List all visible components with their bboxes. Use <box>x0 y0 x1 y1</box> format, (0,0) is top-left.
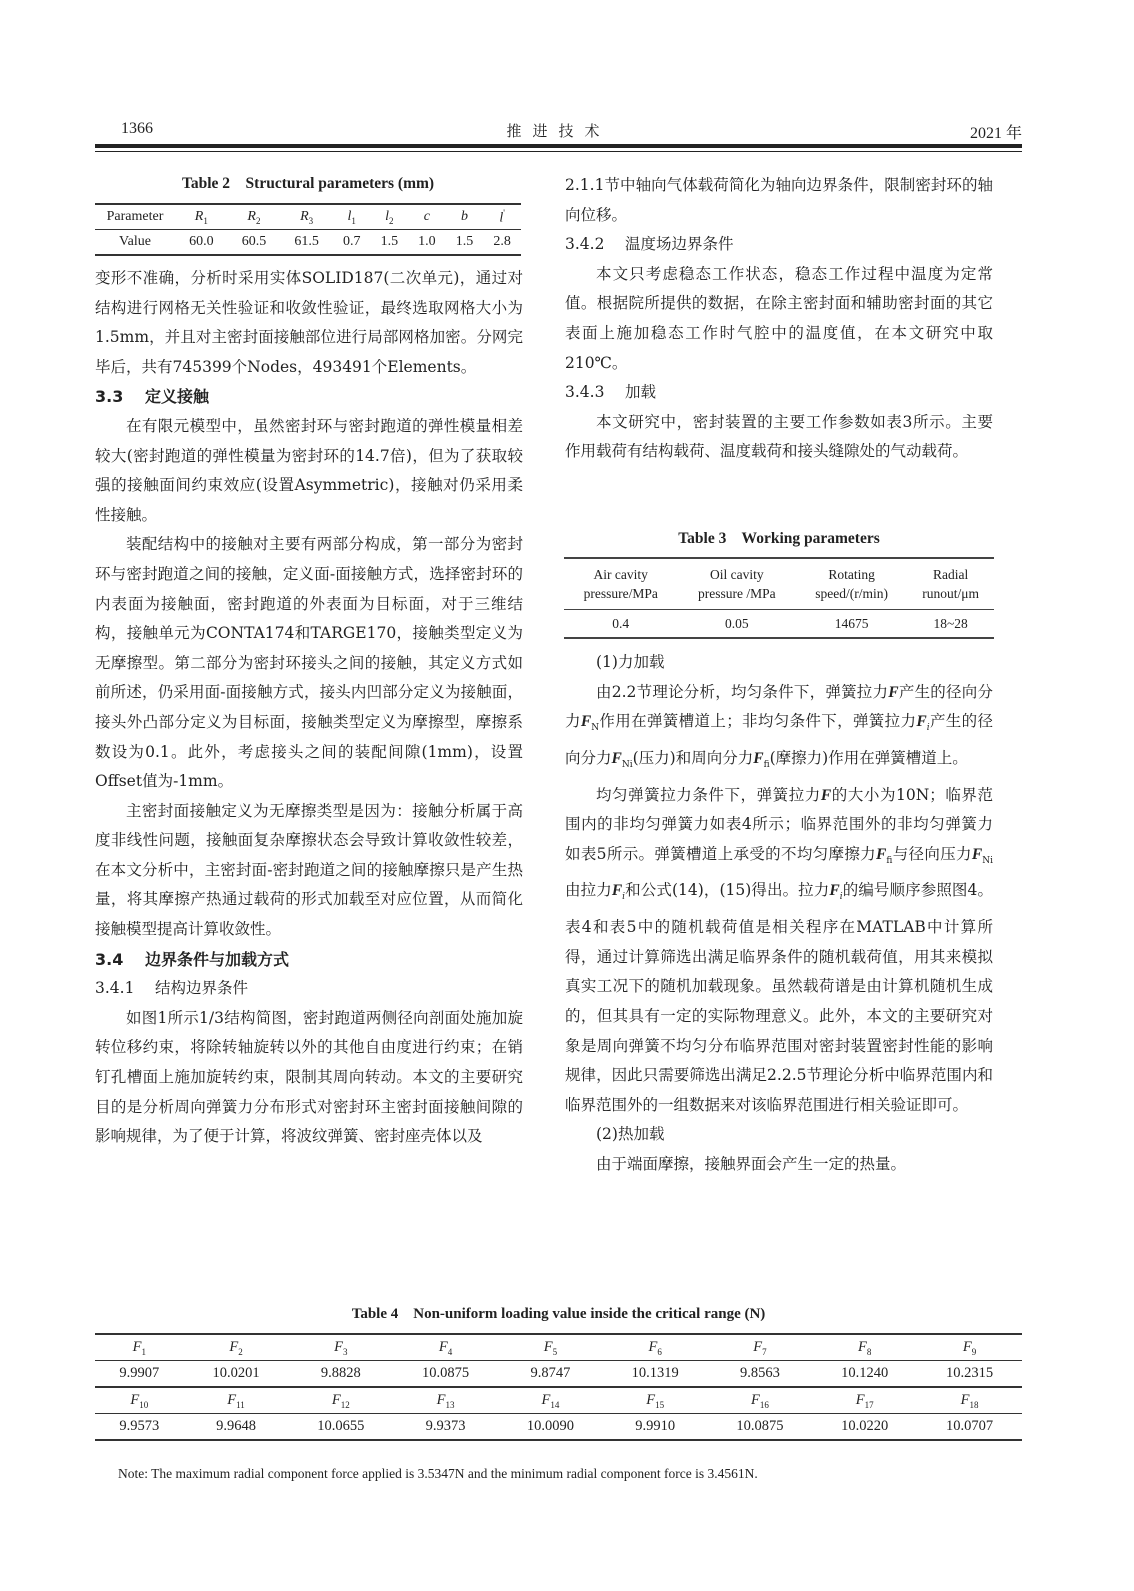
table2-value-cell: 60.0 <box>175 230 228 256</box>
table2-value-cell: 1.0 <box>408 230 446 256</box>
force-symbol: F <box>962 1338 972 1355</box>
table2-header-cell <box>446 204 484 230</box>
header-line: pressure /MPa <box>697 586 776 601</box>
table3-value-cell: 14675 <box>796 610 907 639</box>
header-rule-thin <box>95 151 1022 152</box>
text: 与径向压力 <box>892 844 972 863</box>
subscript: N <box>591 723 600 734</box>
force-symbol: F <box>436 1391 446 1408</box>
force-index: 14 <box>550 1399 560 1410</box>
paragraph: 由于端面摩擦，接触界面会产生一定的热量。 <box>596 1154 907 1173</box>
paragraph: 本文研究中，密封装置的主要工作参数如表3所示。主要作用载荷有结构载荷、温度载荷和接头缝隙处的气动载荷。 <box>565 412 993 461</box>
text: 和公式(14)，(15)得出。拉力 <box>625 881 830 900</box>
symbol-F: F <box>888 683 899 701</box>
header-symbol: b <box>461 209 468 224</box>
table4-force-label <box>917 1334 1022 1361</box>
symbol-F: F <box>580 713 592 731</box>
table4-value-cell: 9.8563 <box>708 1361 813 1388</box>
force-index: 8 <box>866 1346 872 1357</box>
year: 2021 年 <box>969 125 1022 142</box>
text: 作用在弹簧槽道上；非均匀条件下，弹簧拉力 <box>599 712 917 731</box>
symbol-F: F <box>820 786 832 804</box>
table4-value-cell: 9.9373 <box>393 1414 498 1441</box>
table4-force-label <box>812 1387 917 1414</box>
force-index: 13 <box>445 1399 455 1410</box>
table4-force-label <box>603 1387 708 1414</box>
section-heading-3-3 <box>95 382 523 412</box>
force-index: 15 <box>655 1399 665 1410</box>
table4-force-label <box>708 1334 813 1361</box>
subsection-heading-3-4-2 <box>565 230 993 260</box>
force-symbol: F <box>751 1391 760 1408</box>
header-subscript: 2 <box>255 215 261 226</box>
journal-title: 推进技术 <box>506 122 611 140</box>
force-symbol: F <box>648 1338 658 1355</box>
paragraph: 本文只考虑稳态工作状态，稳态工作过程中温度为定常值。根据院所提供的数据，在除主密封面和辅助密封面的其它表面上施加稳态工作时气腔中的温度值，在本文研究中取210℃。 <box>565 264 993 372</box>
table2-header-cell <box>175 204 228 230</box>
table4-force-label <box>603 1334 708 1361</box>
force-index: 4 <box>447 1346 453 1357</box>
table3-value-cell: 0.4 <box>564 610 677 639</box>
table4-force-label <box>498 1334 603 1361</box>
table4-force-label <box>708 1387 813 1414</box>
table4-value-cell: 9.9910 <box>603 1414 708 1441</box>
force-symbol: F <box>132 1338 142 1355</box>
force-index: 9 <box>971 1346 977 1357</box>
text: (压力)和周向分力 <box>632 748 754 767</box>
section-number: 3.4.3 <box>565 383 605 402</box>
table4-value-cell: 9.9907 <box>95 1361 184 1388</box>
force-index: 7 <box>762 1346 767 1357</box>
paragraph: 在有限元模型中，虽然密封环与密封跑道的弹性模量相差较大(密封跑道的弹性模量为密封环的14.7倍)，但为了获取较强的接触面间约束效应(设置Asymmetric)，接触对仍采用柔性接触。 <box>95 416 523 524</box>
page-number: 1366 <box>121 120 153 137</box>
table3 <box>564 557 994 639</box>
table2-header-cell <box>408 204 446 230</box>
table3-header-cell <box>796 558 907 610</box>
text: 的编号顺序参照图4。表4和表5中的随机载荷值是相关程序在MATLAB中计算所得，通过计算筛选出满足临界条件的随机载荷值，用其来模拟真实工况下的随机加载现象。虽然载荷谱是由计算机随机生成的，但其具有一定的实际物理意义。此外，本文的主要研究对象是周向弹簧不均匀分布临界范围对密封装置密封性能的影响规律，因此只需要筛选出满足2.2.5节理论分析中临界范围内和临界范围外的一组数据来对该临界范围进行相关验证即可。 <box>565 881 993 1114</box>
table4-force-label <box>95 1387 184 1414</box>
table4-force-label <box>498 1387 603 1414</box>
section-heading-3-4 <box>95 945 523 975</box>
table4-force-label <box>393 1334 498 1361</box>
header-rule-thick <box>95 144 1022 148</box>
right-column-continued <box>565 648 993 1179</box>
symbol-F: F <box>829 882 840 900</box>
subsection-heading-3-4-1 <box>95 974 523 1004</box>
symbol-F: F <box>753 749 764 767</box>
force-index: 12 <box>340 1399 350 1410</box>
force-symbol: F <box>541 1391 551 1408</box>
section-title: 温度场边界条件 <box>625 235 734 254</box>
force-symbol: F <box>438 1338 448 1355</box>
table4-note: Note: The maximum radial component force applied is 3.5347N and the minimum radial component force is 3.4561N. <box>118 1466 758 1481</box>
header-symbol: Parameter <box>106 209 164 224</box>
force-symbol: F <box>130 1391 140 1408</box>
table4-value-cell: 10.0875 <box>393 1361 498 1388</box>
subsection-heading-3-4-3 <box>565 378 993 408</box>
section-number: 3.4.2 <box>565 235 605 254</box>
table4-force-label <box>812 1334 917 1361</box>
table4-value-cell: 10.0655 <box>288 1414 393 1441</box>
table2-value-cell: 2.8 <box>483 230 521 256</box>
section-number: 3.4.1 <box>95 979 135 998</box>
force-symbol: F <box>858 1338 867 1355</box>
force-symbol: F <box>229 1338 239 1355</box>
table4-value-cell: 10.2315 <box>917 1361 1022 1388</box>
paragraph: 如图1所示1/3结构简图，密封跑道两侧径向剖面处施加旋转位移约束，将除转轴旋转以外的其他自由度进行约束；在销钉孔槽面上施加旋转约束，限制其周向转动。本文的主要研究目的是分析周向弹簧力分布形式对密封环主密封面接触间隙的影响规律，为了便于计算，将波纹弹簧、密封座壳体以及 <box>95 1008 523 1146</box>
header-subscript: 1 <box>351 215 356 226</box>
table4-force-label <box>184 1334 289 1361</box>
subscript: i <box>839 892 843 903</box>
paragraph: 装配结构中的接触对主要有两部分构成，第一部分为密封环与密封跑道之间的接触，定义面-面接触方式，选择密封环的内表面为接触面，密封跑道的外表面为目标面，对于三维结构，接触单元为CONTA174和TARGE170，接触类型定义为无摩擦型。第二部分为密封环接头之间的接触，其定义方式如前所述，仍采用面-面接触方式，接头内凹部分定义为接触面，接头外凸部分定义为目标面，接触类型定义为摩擦型，摩擦系数设为0.1。此外，考虑接头之间的装配间隙(1mm)，设置Offset值为-1mm。 <box>95 535 523 791</box>
force-symbol: F <box>960 1391 970 1408</box>
header-line: pressure/MPa <box>583 586 658 601</box>
force-symbol: F <box>753 1338 763 1355</box>
table3-value-cell: 0.05 <box>677 610 796 639</box>
subscript: i <box>622 892 626 903</box>
running-header <box>95 118 1022 142</box>
table2-header-cell <box>280 204 333 230</box>
force-symbol: F <box>227 1391 237 1408</box>
force-index: 2 <box>238 1346 243 1357</box>
text: 均匀弹簧拉力条件下，弹簧拉力 <box>596 785 821 804</box>
header-line: Oil cavity <box>709 567 764 582</box>
table4-force-label <box>288 1334 393 1361</box>
table2-header-cell <box>95 204 175 230</box>
header-symbol: R <box>194 208 204 224</box>
table4-value-cell: 10.0707 <box>917 1414 1022 1441</box>
table4-force-label <box>184 1387 289 1414</box>
subscript: Ni <box>621 759 633 770</box>
text: 的大小为10N；临界范围内的非均匀弹簧力如表4所示；临界范围外的非均匀弹簧力如表5所示。弹簧槽道上承受的不均匀摩擦力 <box>565 785 993 863</box>
section-title: 结构边界条件 <box>155 979 249 998</box>
right-column <box>565 171 993 467</box>
force-symbol: F <box>543 1338 553 1355</box>
force-index: 16 <box>759 1399 769 1410</box>
table3-header-cell <box>677 558 796 610</box>
header-line: Radial <box>933 567 969 582</box>
paragraph: 2.1.1节中轴向气体载荷简化为轴向边界条件，限制密封环的轴向位移。 <box>565 176 993 224</box>
table4-force-label <box>917 1387 1022 1414</box>
table4-value-cell: 9.8828 <box>288 1361 393 1388</box>
table4-value-cell: 10.0201 <box>184 1361 289 1388</box>
table4-value-cell: 10.1240 <box>812 1361 917 1388</box>
table2-header-cell <box>333 204 371 230</box>
table2-value-cell: 60.5 <box>228 230 281 256</box>
section-title: 边界条件与加载方式 <box>145 949 290 969</box>
table4 <box>95 1333 1022 1441</box>
table3-value-cell: 18~28 <box>907 610 994 639</box>
left-column <box>95 264 523 1152</box>
symbol-F: F <box>916 713 927 731</box>
header-subscript: 2 <box>389 215 394 226</box>
text: 产生的径向分力 <box>565 712 993 767</box>
force-index: 10 <box>139 1399 149 1410</box>
header-line: runout/μm <box>922 586 979 601</box>
force-index: 11 <box>236 1399 245 1410</box>
table2-caption: Table 2 Structural parameters (mm) <box>181 175 435 192</box>
header-line: speed/(r/min) <box>815 586 889 601</box>
table4-value-cell: 9.8747 <box>498 1361 603 1388</box>
table2-header-cell <box>483 204 521 230</box>
paragraph <box>565 781 993 1121</box>
table4-value-cell: 9.9648 <box>184 1414 289 1441</box>
subheading-heat-loading: (2)热加载 <box>596 1125 665 1144</box>
table4-value-cell: 10.0875 <box>708 1414 813 1441</box>
section-title: 定义接触 <box>145 387 210 407</box>
section-number: 3.4 <box>95 949 124 969</box>
force-index: 6 <box>657 1346 662 1357</box>
table2-value-cell: 61.5 <box>280 230 333 256</box>
header-symbol: l <box>385 208 389 224</box>
table2-header-cell <box>228 204 281 230</box>
text: 产生的径向分力 <box>565 682 993 731</box>
header-line: Rotating <box>828 567 875 582</box>
force-index: 5 <box>552 1346 558 1357</box>
subscript: i <box>926 723 930 734</box>
text: (摩擦力)作用在弹簧槽道上。 <box>769 748 968 767</box>
table4-value-cell: 10.1319 <box>603 1361 708 1388</box>
table4-value-cell: 10.0090 <box>498 1414 603 1441</box>
table2-value-cell: 1.5 <box>371 230 409 256</box>
symbol-F: F <box>611 749 622 767</box>
force-index: 18 <box>969 1399 979 1410</box>
table4-force-label <box>288 1387 393 1414</box>
section-title: 加载 <box>625 383 657 402</box>
header-symbol: l <box>499 210 504 226</box>
table2-value-cell: 0.7 <box>333 230 371 256</box>
table3-header-cell <box>564 558 677 610</box>
table2-value-cell: 1.5 <box>446 230 484 256</box>
table4-caption: Table 4 Non-uniform loading value inside the critical range (N) <box>351 1306 766 1322</box>
header-symbol: c <box>423 209 431 224</box>
table3-caption: Table 3 Working parameters <box>678 530 880 547</box>
header-symbol: R <box>300 208 309 224</box>
table4-value-cell: 9.9573 <box>95 1414 184 1441</box>
subheading-force-loading: (1)力加载 <box>596 653 665 671</box>
table2 <box>95 203 521 256</box>
symbol-F: F <box>876 845 887 863</box>
force-index: 17 <box>864 1399 874 1410</box>
force-symbol: F <box>646 1391 656 1408</box>
subscript: fi <box>763 759 770 770</box>
force-index: 3 <box>343 1346 348 1357</box>
force-symbol: F <box>334 1338 343 1355</box>
table2-header-cell <box>371 204 409 230</box>
force-index: 1 <box>141 1346 146 1357</box>
paragraph: 变形不准确，分析时采用实体SOLID187(二次单元)，通过对结构进行网格无关性验证和收敛性验证，最终选取网格大小为1.5mm，并且对主密封面接触部位进行局部网格加密。分网完毕后，共有745399个Nodes，493491个Elements。 <box>95 269 523 376</box>
header-line: Air cavity <box>593 567 648 582</box>
header-subscript: 3 <box>308 215 314 226</box>
subscript: fi <box>886 855 893 866</box>
table3-header-cell <box>907 558 994 610</box>
paragraph <box>565 678 993 781</box>
subscript: Ni <box>982 855 993 866</box>
table2-value-cell: Value <box>95 230 175 256</box>
header-subscript: 1 <box>203 215 208 226</box>
table4-force-label <box>95 1334 184 1361</box>
force-symbol: F <box>331 1391 341 1408</box>
symbol-F: F <box>611 882 623 900</box>
table4-force-label <box>393 1387 498 1414</box>
symbol-F: F <box>971 845 983 863</box>
table4-value-cell: 10.0220 <box>812 1414 917 1441</box>
paragraph: 主密封面接触定义为无摩擦类型是因为：接触分析属于高度非线性问题，接触面复杂摩擦状态会导致计算收敛性较差，在本文分析中，主密封面-密封跑道之间的接触摩擦只是产生热量，将其摩擦产热通过载荷的形式加载至对应位置，从而简化接触模型提高计算收敛性。 <box>95 801 523 939</box>
force-symbol: F <box>855 1391 865 1408</box>
text: 由2.2节理论分析，均匀条件下，弹簧拉力 <box>596 682 889 701</box>
text: 由拉力 <box>565 881 612 900</box>
section-number: 3.3 <box>95 387 124 407</box>
header-subscript: ' <box>503 207 505 218</box>
header-symbol: l <box>347 208 352 224</box>
header-symbol: R <box>247 208 256 224</box>
